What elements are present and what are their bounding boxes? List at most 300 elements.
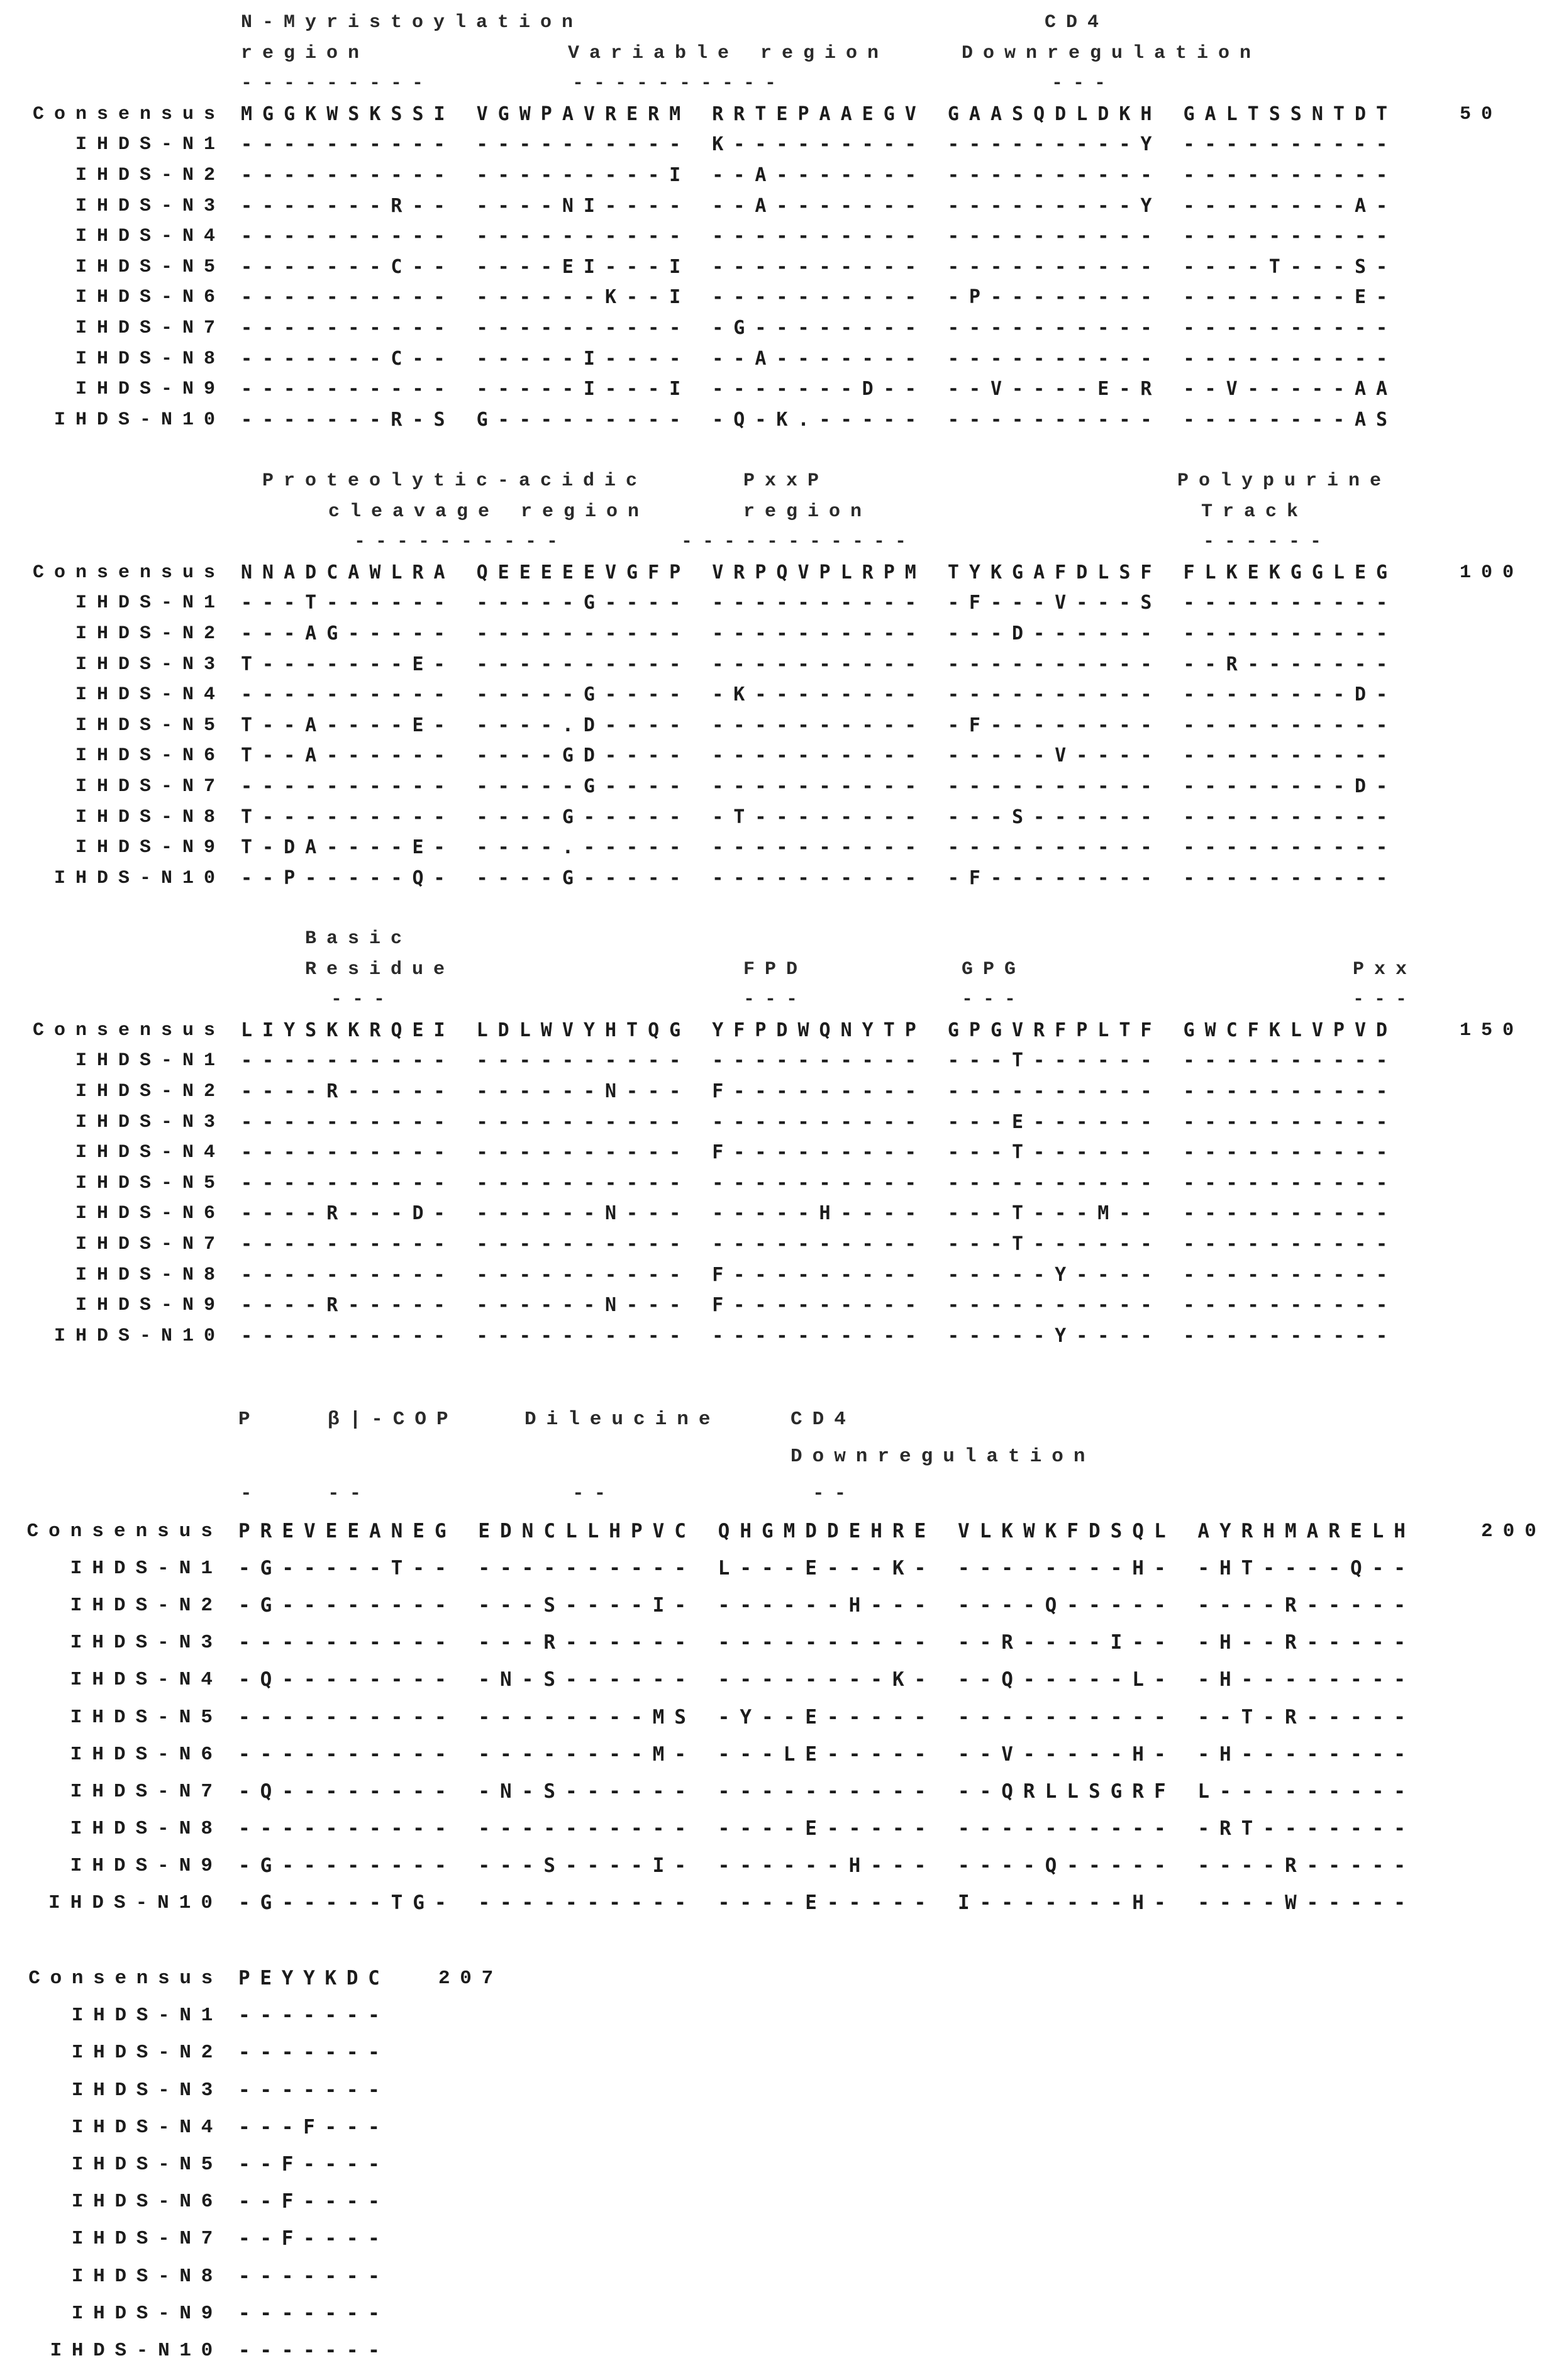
sequence-label: IHDS-N6 [70,1743,223,1766]
residue-group: --A------- [712,163,926,186]
sequence-residues [238,1773,1546,1810]
sequence-label: IHDS-N9 [75,379,225,401]
sequence-residues [238,2034,1546,2071]
residue-group: --F---- [238,2190,390,2213]
residue-group: ---------- [476,1141,691,1164]
sequence-residues [238,1997,1546,2034]
residue-group: ---------- [241,1324,455,1347]
residue-group: ---------- [718,1779,936,1803]
sequence-label: IHDS-N2 [71,2042,223,2064]
sequence-row [0,374,1554,405]
annotation-basic: Basic [305,928,413,949]
sequence-row [0,1587,1554,1624]
residue-group: ---------- [478,1817,696,1840]
residue-group: ---------- [1183,1232,1398,1255]
residue-group: ----EI---I [476,255,691,278]
sequence-row [0,1229,1554,1260]
sequence-row [0,252,1554,283]
residue-group: -Q-------- [238,1779,457,1803]
residue-group: --F---- [238,2152,390,2176]
residue-group: -HT----Q-- [1197,1556,1416,1580]
sequence-residues [241,374,1549,405]
residue-group: -----I---- [476,347,691,370]
residue-group: --A------- [712,194,926,217]
annotation-marker-line [0,527,1554,558]
region-marker: ---------- [354,531,569,553]
residue-group: ---------- [1183,1324,1398,1347]
residue-group: -----G---- [476,592,691,614]
residue-group: ------- [238,2041,390,2064]
region-marker: - [240,1483,262,1505]
sequence-row [0,1997,1554,2034]
residue-group: -G-----T-- [238,1556,457,1580]
residue-position-number: 100 [1460,562,1524,584]
sequence-label: IHDS-N7 [75,775,225,797]
residue-group: -T-------- [712,805,926,828]
residue-group: L--------- [1197,1779,1416,1803]
residue-group: T-------E- [241,653,455,675]
residue-group: PREVEEANEG [238,1519,457,1542]
sequence-label: IHDS-N5 [75,1172,225,1194]
residue-group: ---------- [712,1049,926,1072]
sequence-residues [241,680,1549,711]
sequence-row [0,313,1554,344]
sequence-row [0,2034,1554,2071]
sequence-residues [238,1624,1546,1661]
residue-group: ---------- [957,1817,1176,1840]
sequence-row [0,1168,1554,1199]
residue-group: ---------- [1183,622,1398,645]
alignment-rows [0,99,1554,436]
sequence-residues [238,1847,1546,1885]
region-marker: ----------- [681,531,917,553]
sequence-residues [238,1736,1546,1773]
residue-group: ---F--- [238,2115,390,2139]
residue-group: VGWPAVRERM [476,102,691,125]
sequence-residues [238,1960,1546,1997]
residue-group: ---------- [476,1232,691,1255]
residue-group: ------H--- [718,1593,936,1617]
residue-group: ---------- [478,1891,696,1915]
sequence-label: IHDS-N8 [75,1264,225,1286]
residue-group: -----I---I [476,378,691,401]
sequence-row [0,1550,1554,1587]
sequence-residues [238,2295,1546,2332]
residue-group: F--------- [712,1263,926,1286]
alignment-block-2 [0,466,1554,894]
sequence-residues [241,650,1549,680]
residue-group: --------MS [478,1705,696,1729]
sequence-residues [238,1513,1546,1550]
sequence-residues [241,619,1549,650]
sequence-label: IHDS-N3 [71,2079,223,2101]
residue-group: ---------- [947,1080,1162,1102]
sequence-residues [241,1260,1549,1291]
annotation-line-1 [0,1401,1554,1438]
residue-group: -Q-------- [238,1668,457,1691]
residue-position-number: 200 [1481,1520,1546,1542]
residue-group: ---------- [476,316,691,339]
sequence-residues [241,252,1549,283]
residue-group: -------C-- [241,255,455,278]
sequence-residues [241,282,1549,313]
sequence-residues [241,558,1549,589]
residue-group: ------N--- [476,1202,691,1225]
consensus-label: Consensus [32,562,225,584]
residue-group: GALTSSNTDT [1183,102,1398,125]
residue-group: --F---- [238,2227,390,2250]
residue-group: ---------- [238,1817,457,1840]
sequence-residues [238,1661,1546,1698]
sequence-label: IHDS-N4 [75,684,225,706]
residue-group: ---------- [712,836,926,859]
residue-group: I-------H- [957,1891,1176,1915]
sequence-residues [238,2146,1546,2183]
residue-group: ---------- [238,1742,457,1766]
alignment-rows [0,1513,1554,1922]
residue-group: ---------- [1183,1171,1398,1194]
residue-group: QEEEEEVGFP [476,561,691,584]
residue-group: ---------- [712,1110,926,1133]
residue-group: ---------- [1183,836,1398,859]
sequence-residues [241,863,1549,894]
sequence-label: IHDS-N4 [70,1669,223,1691]
residue-group: ---------- [947,255,1162,278]
annotation-proteolytic-acidic: Proteolytic-acidic [262,470,648,492]
alignment-rows [0,1016,1554,1352]
sequence-label: IHDS-N6 [75,1203,225,1225]
residue-group: ---------- [476,622,691,645]
sequence-row [0,344,1554,375]
residue-group: ---------- [712,286,926,309]
sequence-label: IHDS-N1 [75,592,225,614]
sequence-residues [238,1550,1546,1587]
sequence-label: IHDS-N5 [70,1706,223,1729]
sequence-label: IHDS-N2 [70,1594,223,1617]
residue-group: ----G----- [476,805,691,828]
residue-group: ---------- [1183,1049,1398,1072]
sequence-label: IHDS-N10 [50,2339,223,2362]
residue-group: -------R-- [241,194,455,217]
annotation-downregulation: Downregulation [791,1446,1096,1468]
sequence-label: IHDS-N8 [75,806,225,828]
residue-group: ---------- [712,1171,926,1194]
sequence-label: IHDS-N9 [75,837,225,859]
residue-group: -G-----TG- [238,1891,457,1915]
sequence-row [0,1624,1554,1661]
residue-group: ---------- [1183,1141,1398,1164]
residue-group: ---------- [241,684,455,706]
residue-group: ---------- [1183,744,1398,767]
sequence-label: IHDS-N10 [48,1892,223,1915]
sequence-row [0,1137,1554,1168]
sequence-residues [241,1107,1549,1138]
residue-group: GPGVRFPLTF [947,1019,1162,1041]
residue-group: ---------- [241,163,455,186]
consensus-row [0,558,1554,589]
sequence-residues [241,99,1549,130]
residue-group: ---------- [476,1263,691,1286]
residue-group: PEYYKDC [238,1967,390,1990]
sequence-residues [238,1810,1546,1847]
residue-group: F--------- [712,1080,926,1102]
residue-group: ------N--- [476,1080,691,1102]
residue-group: ---------- [718,1631,936,1654]
residue-position-number: 207 [438,1968,503,1990]
residue-group: ----T---S- [1183,255,1398,278]
annotation-marker-line [0,985,1554,1016]
sequence-residues [241,1077,1549,1107]
consensus-label: Consensus [32,103,225,125]
sequence-row [0,1847,1554,1885]
residue-group: -------R-S [241,408,455,431]
sequence-label: IHDS-N4 [75,1142,225,1164]
residue-group: FLKEKGGLEG [1183,561,1398,584]
residue-group: ---------- [1183,866,1398,889]
sequence-residues [238,2109,1546,2146]
sequence-row [0,1736,1554,1773]
residue-group: -G-------- [238,1854,457,1878]
residue-group: AYRHMARELH [1197,1519,1416,1542]
consensus-row [0,99,1554,130]
residue-group: ---------- [476,1049,691,1072]
sequence-row [0,1810,1554,1847]
consensus-row [0,1513,1554,1550]
sequence-residues [238,1699,1546,1736]
residue-group: ---------- [241,775,455,797]
residue-group: MGGKWSKSSI [241,102,455,125]
sequence-label: IHDS-N3 [75,1111,225,1133]
residue-group: ---T------ [947,1141,1162,1164]
residue-group: ---------- [241,133,455,156]
residue-group: ---------- [712,653,926,675]
residue-group: ---------- [476,225,691,248]
annotation-cleavage-region: cleavage region [328,501,650,523]
residue-group: ---------- [947,836,1162,859]
residue-group: ---------- [712,866,926,889]
residue-group: ---------- [238,1705,457,1729]
residue-group: ---------- [1183,805,1398,828]
sequence-residues [241,741,1549,772]
residue-group: ---E------ [947,1110,1162,1133]
annotation-gpg: GPG [962,958,1026,980]
residue-group: ---------- [1183,1294,1398,1317]
residue-group: ----W----- [1197,1891,1416,1915]
residue-group: NNADCAWLRA [241,561,455,584]
residue-group: ---------- [947,775,1162,797]
residue-group: ---S----I- [478,1854,696,1878]
alignment-block-3 [0,924,1554,1351]
alignment-rows [0,558,1554,894]
sequence-residues [241,833,1549,863]
residue-group: -----V---- [947,744,1162,767]
region-marker: --- [962,989,1026,1011]
residue-group: ----NI---- [476,194,691,217]
residue-group: ---T------ [947,1049,1162,1072]
sequence-label: IHDS-N1 [75,134,225,156]
residue-group: -------C-- [241,347,455,370]
consensus-label: Consensus [26,1520,223,1542]
residue-group: ---------- [712,225,926,248]
annotation-marker-line [0,1475,1554,1512]
alignment-block-5 [0,1960,1554,2369]
residue-group: ---------I [476,163,691,186]
residue-group: ------H--- [718,1854,936,1878]
residue-group: ------- [238,2301,390,2325]
residue-group: ---------- [476,653,691,675]
region-marker: --- [1353,989,1418,1011]
sequence-row [0,2258,1554,2295]
residue-group: ----Q----- [957,1854,1176,1878]
sequence-label: IHDS-N8 [75,348,225,370]
residue-group: --V-----AA [1183,378,1398,401]
sequence-label: IHDS-N1 [70,1557,223,1580]
sequence-row [0,650,1554,680]
residue-group: ---------- [1183,133,1398,156]
residue-group: L---E---K- [718,1556,936,1580]
region-marker: -- [813,1483,857,1505]
residue-group: -----Y---- [947,1263,1162,1286]
annotation-marker-line [0,69,1554,99]
sequence-label: IHDS-N6 [71,2191,223,2213]
residue-group: ---------- [712,1324,926,1347]
annotation-downregulation: Downregulation [962,42,1262,64]
residue-group: ------- [238,2078,390,2101]
residue-group: -------D-- [712,378,926,401]
residue-group: ---------- [1183,592,1398,614]
residue-group: --------A- [1183,194,1398,217]
sequence-row [0,2146,1554,2183]
residue-group: ---T------ [241,592,455,614]
residue-group: ---------- [1183,316,1398,339]
residue-group: ---S----I- [478,1593,696,1617]
sequence-row [0,405,1554,436]
residue-group: ---------- [241,1049,455,1072]
residue-group: -----Y---- [947,1324,1162,1347]
residue-group: --Q-----L- [957,1668,1176,1691]
sequence-label: IHDS-N1 [75,1050,225,1072]
sequence-row [0,711,1554,741]
residue-group: ---------- [1183,225,1398,248]
sequence-row [0,1290,1554,1321]
residue-group: ---------- [712,1232,926,1255]
residue-group: -----H---- [712,1202,926,1225]
residue-group: ----.----- [476,836,691,859]
alignment-block-4 [0,1401,1554,1922]
sequence-row [0,1107,1554,1138]
sequence-label: IHDS-N8 [70,1818,223,1840]
residue-group: ----G----- [476,866,691,889]
sequence-residues [238,2072,1546,2109]
residue-group: --------AS [1183,408,1398,431]
sequence-label: IHDS-N9 [75,1295,225,1317]
residue-group: T--A----E- [241,714,455,736]
annotation-variable-region: Variable region [568,42,889,64]
consensus-label: Consensus [28,1968,223,1990]
residue-position-number: 150 [1460,1019,1524,1041]
sequence-residues [241,1168,1549,1199]
sequence-label: IHDS-N5 [75,714,225,736]
sequence-label: IHDS-N8 [71,2265,223,2288]
residue-group: -N-S------ [478,1668,696,1691]
residue-group: ----GD---- [476,744,691,767]
residue-group: ---------- [476,133,691,156]
residue-group: --QRLLSGRF [957,1779,1176,1803]
sequence-residues [241,221,1549,252]
sequence-label: IHDS-N5 [71,2153,223,2176]
sequence-row [0,1198,1554,1229]
residue-group: T-DA----E- [241,836,455,859]
residue-group: ----E----- [718,1891,936,1915]
annotation-residue: Residue [305,958,455,980]
sequence-label: IHDS-N3 [75,195,225,217]
sequence-row [0,772,1554,802]
residue-group: VRPQVPLRPM [712,561,926,584]
annotation-line-2 [0,38,1554,69]
sequence-row [0,160,1554,191]
residue-group: ---LE----- [718,1742,936,1766]
residue-group: ------- [238,2264,390,2288]
sequence-row [0,1046,1554,1077]
annotation-line-2 [0,497,1554,528]
sequence-residues [241,1198,1549,1229]
annotation-cd4: CD4 [1045,12,1109,33]
residue-group: --------D- [1183,684,1398,706]
sequence-label: IHDS-N7 [75,317,225,339]
sequence-row [0,680,1554,711]
residue-group: ----R----- [1197,1593,1416,1617]
sequence-row [0,1661,1554,1698]
residue-group: -Q-K.----- [712,408,926,431]
residue-group: ---------- [476,1110,691,1133]
residue-group: ------N--- [476,1294,691,1317]
sequence-residues [241,1016,1549,1046]
region-marker: --- [331,989,396,1011]
residue-group: ---R------ [478,1631,696,1654]
sequence-label: IHDS-N5 [75,256,225,278]
annotation-pxx: Pxx [1353,958,1418,980]
residue-group: ---------- [712,622,926,645]
residue-group: ---------- [241,1141,455,1164]
sequence-row [0,863,1554,894]
annotation-beta-cop: β|-COP [328,1409,458,1431]
residue-group: ---------- [947,163,1162,186]
residue-group: ------- [238,2004,390,2027]
residue-group: --P-----Q- [241,866,455,889]
sequence-label: IHDS-N2 [75,164,225,186]
residue-group: ---------- [1183,1263,1398,1286]
residue-group: ---------- [238,1631,457,1654]
residue-group: -H-------- [1197,1742,1416,1766]
residue-group: ---------- [947,316,1162,339]
sequence-row [0,2295,1554,2332]
annotation-line-2 [0,955,1554,985]
sequence-residues [241,711,1549,741]
residue-group: F--------- [712,1141,926,1164]
sequence-row [0,221,1554,252]
residue-group: ---------- [241,1263,455,1286]
residue-group: ----Q----- [957,1593,1176,1617]
residue-group: ---D------ [947,622,1162,645]
residue-group: YFPDWQNYTP [712,1019,926,1041]
residue-group: --T-R----- [1197,1705,1416,1729]
residue-group: G--------- [476,408,691,431]
residue-group: ---------Y [947,194,1162,217]
residue-group: --R----I-- [957,1631,1176,1654]
sequence-row [0,1321,1554,1352]
sequence-residues [241,130,1549,160]
sequence-residues [241,1046,1549,1077]
